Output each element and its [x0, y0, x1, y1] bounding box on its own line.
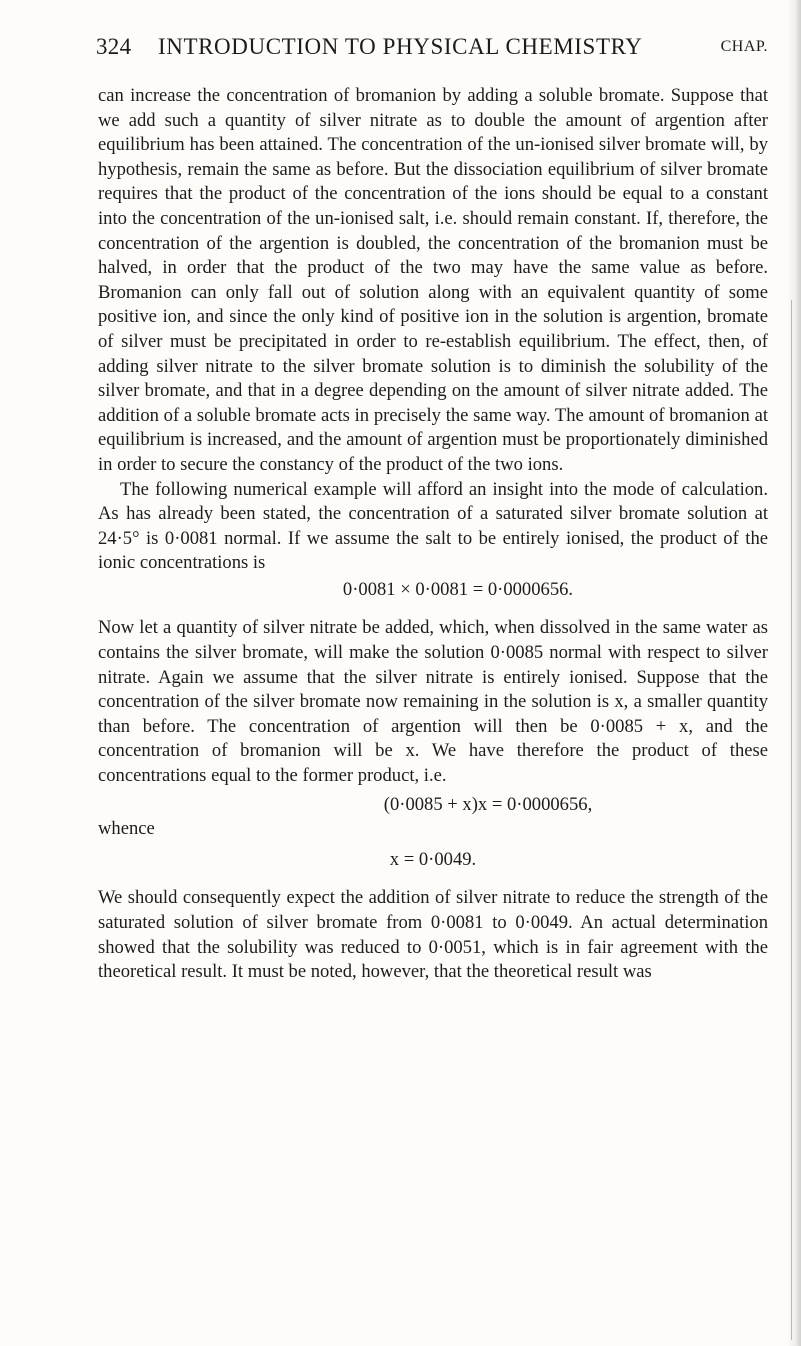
running-header — [96, 34, 768, 68]
paragraph-4: We should consequently expect the addition of silver nitrate to reduce the strength of the saturated solution of silver bromate from 0·0081 to 0·0049. An actual determination showed that the solubility was reduced to 0·0051, which is in fair agreement with the theoretical result. It must be noted, however, that the theoretical result was — [98, 887, 768, 983]
whence-label: whence — [98, 818, 155, 840]
equation-2: (0·0085 + x)x = 0·0000656, — [383, 793, 593, 815]
page-number: 324 — [96, 34, 132, 59]
equation-3: x = 0·0049. — [389, 848, 477, 870]
equation-1: 0·0081 × 0·0081 = 0·0000656. — [342, 578, 574, 600]
page-edge-shadow — [787, 0, 801, 1346]
running-title: INTRODUCTION TO PHYSICAL CHEMISTRY — [158, 34, 643, 59]
paragraph-1: can increase the concentration of bromanion by adding a soluble bromate. Suppose that we add such a quantity of silver nitrate as to double the amount of argention after equilibrium has been attained. The concentration of the un-ionised silver bromate will, by hypothesis, remain the same as before. But the dissociation equilibrium of silver bromate requires that the product of the concentration of the ions should be equal to a constant into the concentration of the un-ionised salt, i.e. should remain constant. If, therefore, the concentration of the argention is doubled, the concentration of the bromanion must be halved, in order that the product of the two may have the same value as before. Bromanion can only fall out of solution along with an equivalent quantity of some positive ion, and since the only kind of positive ion in the solution is argention, bromate of silver must be precipitated in order to re-establish equilibrium. The effect, then, of adding silver nitrate to the silver bromate solution is to diminish the solubility of the silver bromate, and that in a degree depending on the amount of silver nitrate added. The addition of a soluble bromate acts in precisely the same way. The amount of bromanion at equilibrium is increased, and the amount of argention must be proportionately diminished in order to secure the constancy of the product of the two ions. — [98, 85, 768, 475]
page-edge-line — [791, 300, 792, 1340]
paragraph-2: The following numerical example will afford an insight into the mode of calculation. As has already been stated, the concentration of a saturated silver bromate solution at 24·5° is 0·0081 normal. If we assume the salt to be entirely ionised, the product of the ionic concentrations is — [98, 478, 768, 574]
paragraph-3: Now let a quantity of silver nitrate be added, which, when dissolved in the same water as contains the silver bromate, will make the solution 0·0085 normal with respect to silver nitrate. Again we assume that the silver nitrate is entirely ionised. Suppose that the concentration of the silver bromate now remaining in the solution is x, a smaller quantity than before. The concentration of argention will then be 0·0085 + x, and the concentration of bromanion will be x. We have therefore the product of these concentrations equal to the former product, i.e. — [98, 617, 768, 787]
body-text — [98, 84, 768, 985]
chapter-marker: CHAP. — [720, 38, 768, 55]
